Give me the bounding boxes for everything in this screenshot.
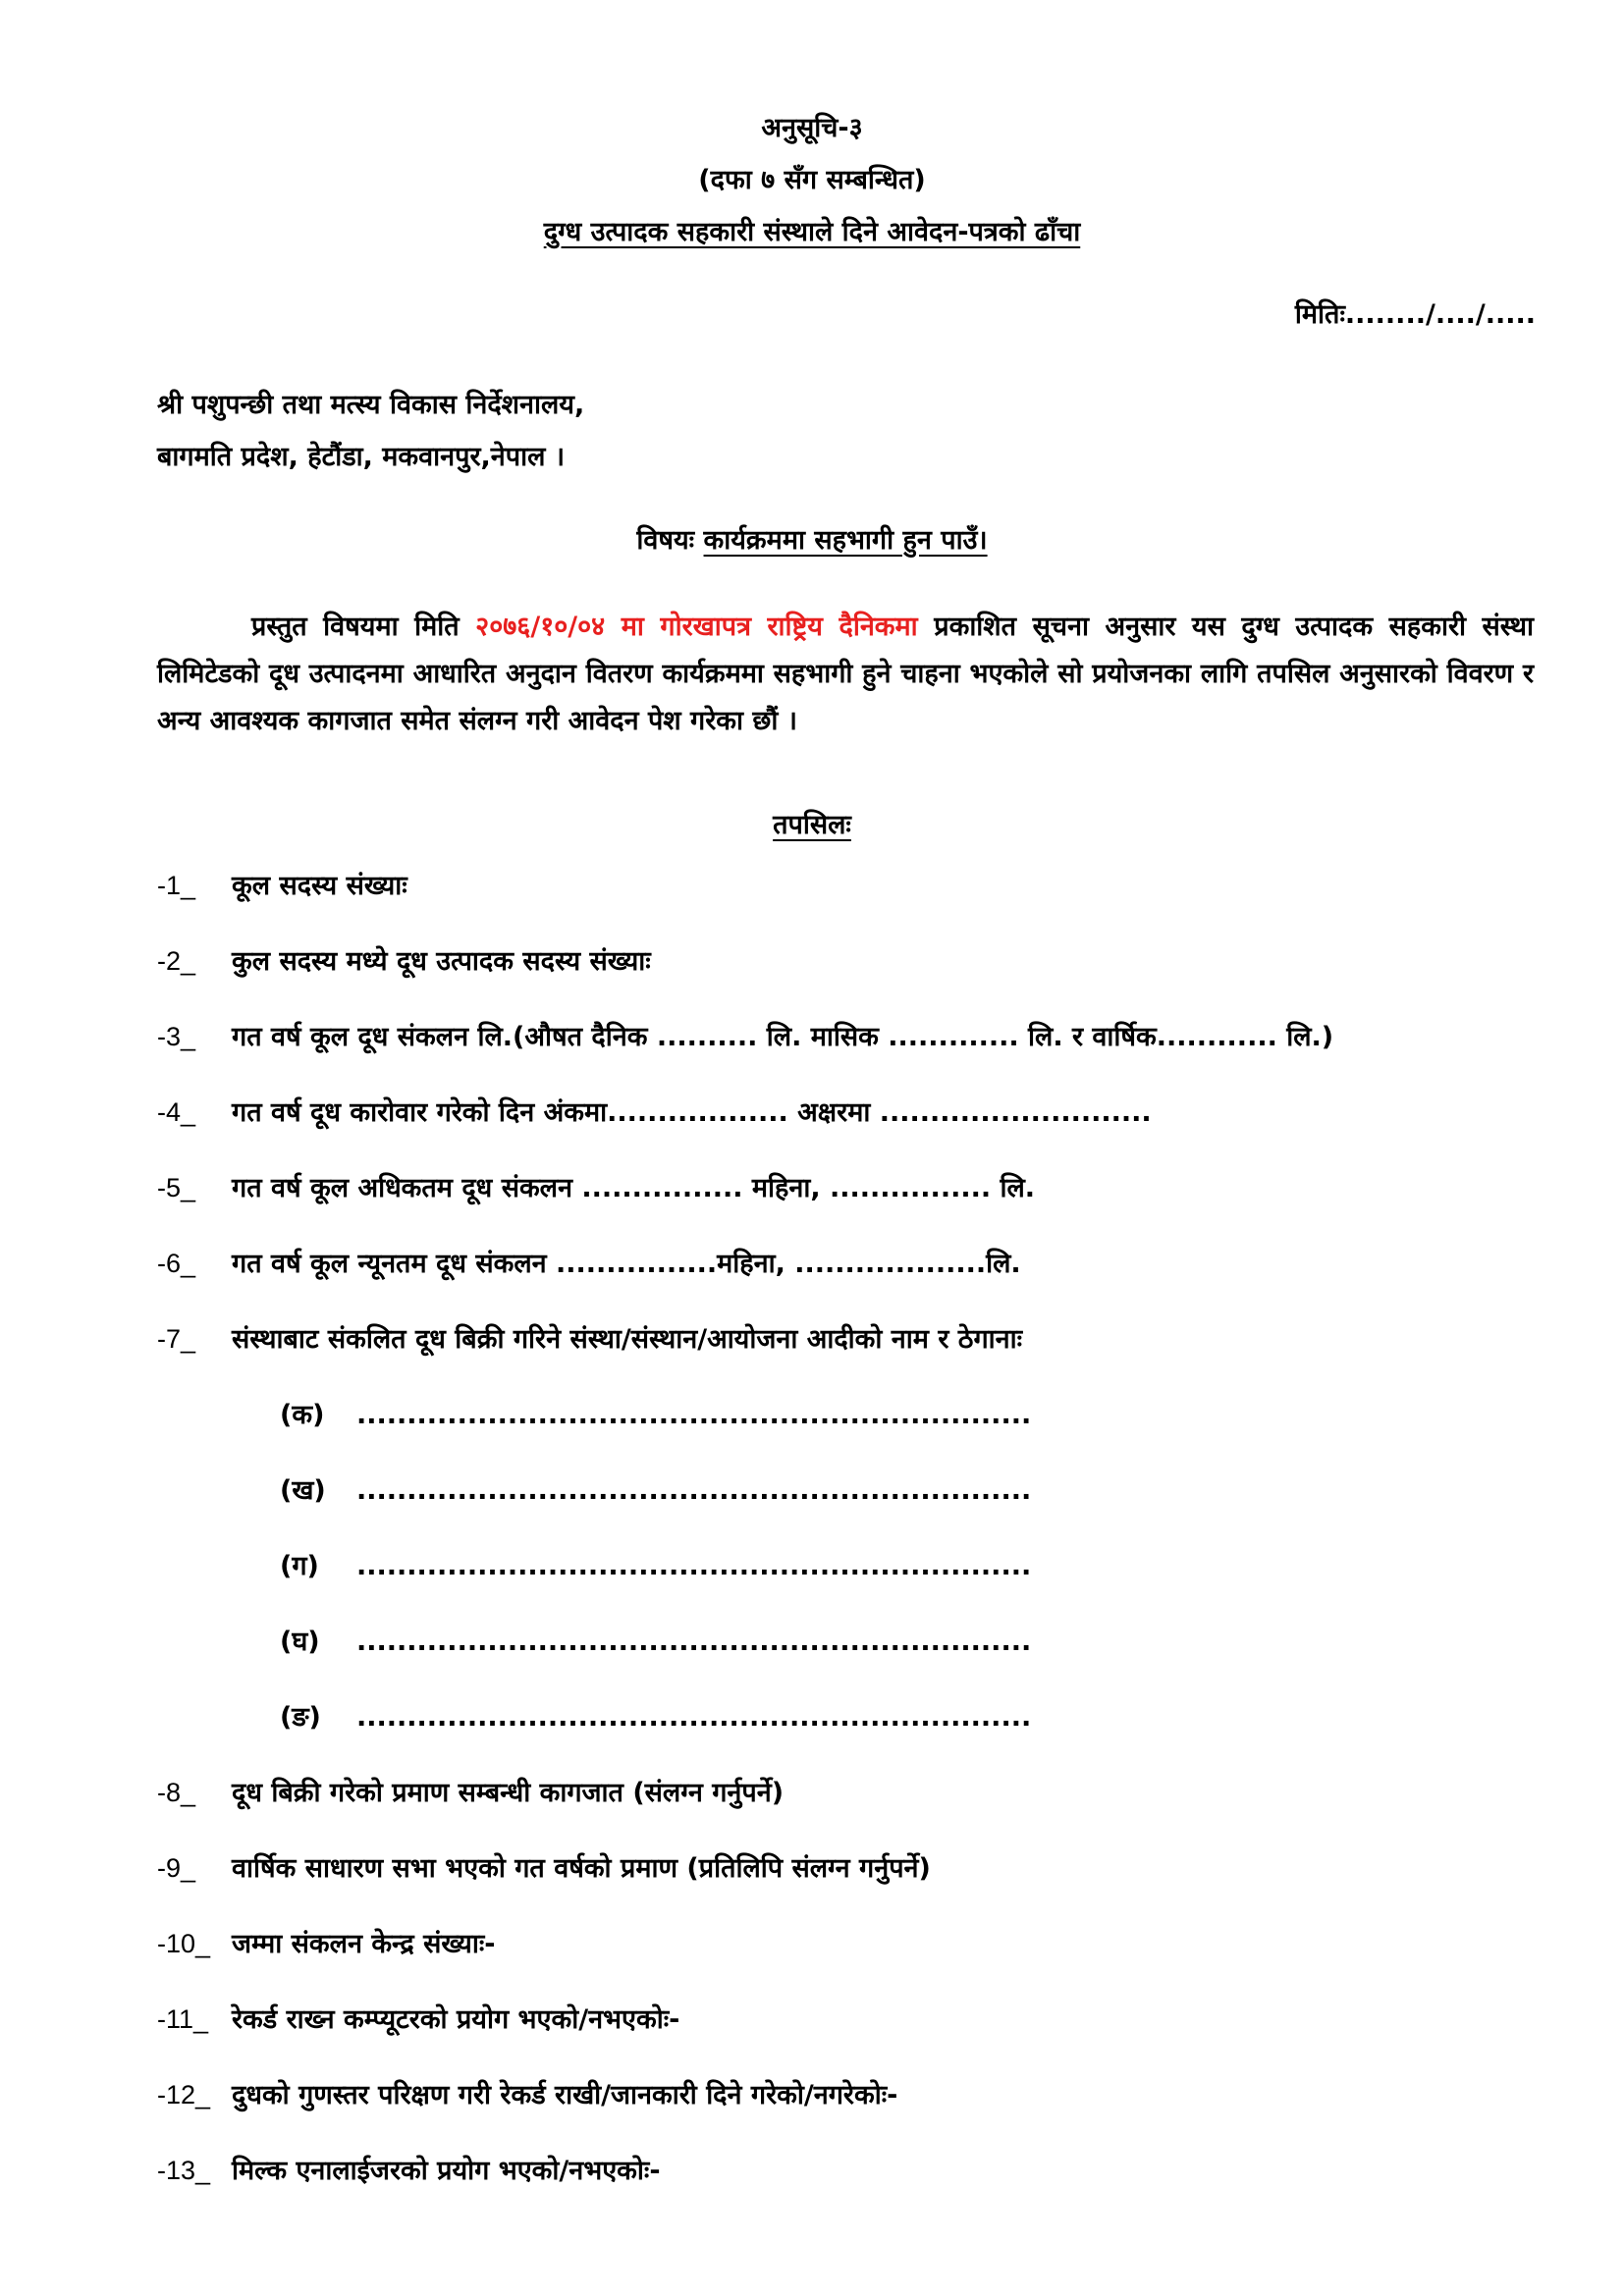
- list-item: [157, 2075, 897, 2111]
- details-heading: [0, 805, 1624, 841]
- section-reference: (दफा ७ सँग सम्बन्धित): [698, 165, 926, 195]
- item-text: मिल्क एनालाईजरको प्रयोग भएको/नभएकोः-: [232, 2156, 661, 2186]
- body-paragraph: [157, 604, 1534, 745]
- item-text: कूल सदस्य संख्याः: [232, 871, 407, 901]
- item-text: जम्मा संकलन केन्द्र संख्याः-: [232, 1929, 496, 1959]
- details-heading-text: तपसिलः: [773, 810, 851, 840]
- sub-item-label: (ङ): [280, 1702, 321, 1733]
- address-line-1: श्री पशुपन्छी तथा मत्स्य विकास निर्देशनालय,: [157, 390, 585, 420]
- sub-item-blank: ...................................................................: [356, 1551, 1032, 1581]
- sub-item: [280, 1546, 1031, 1582]
- item-text: गत वर्ष दूध कारोवार गरेको दिन अंकमा.................. अक्षरमा ...........................: [232, 1097, 1152, 1128]
- item-number: -4_: [157, 1097, 196, 1127]
- sub-item-blank: ...................................................................: [356, 1475, 1032, 1506]
- schedule-heading: अनुसूचि-३: [761, 113, 863, 143]
- sub-item: [280, 1622, 1031, 1658]
- list-item: [157, 2151, 661, 2187]
- subject-line: [0, 520, 1624, 557]
- item-number: -8_: [157, 1778, 196, 1807]
- item-number: -11_: [157, 2004, 209, 2034]
- list-item: [157, 1244, 1021, 1280]
- subject-label: विषयः: [636, 525, 695, 556]
- sub-item-blank: ...................................................................: [356, 1627, 1032, 1657]
- body-part-2: प्रकाशित सूचना अनुसार यस दुग्ध उत्पादक सहकारी संस्था लिमिटेडको दूध उत्पादनमा आधारित अनुदान वितरण कार्यक्रममा सहभागी हुने चाहना भएकोले सो प्रयोजनका लागि तपसिल अनुसारको विवरण र अन्य आवश्यक कागजात समेत संलग्न गरी आवेदन पेश गरेका छौं ।: [157, 612, 1534, 736]
- item-text: वार्षिक साधारण सभा भएको गत वर्षको प्रमाण (प्रतिलिपि संलग्न गर्नुपर्ने): [232, 1853, 931, 1884]
- list-item: [157, 1168, 1035, 1204]
- sub-item-label: (ग): [280, 1551, 319, 1581]
- item-number: -13_: [157, 2156, 211, 2185]
- list-item: [157, 1319, 1022, 1356]
- item-text: संस्थाबाट संकलित दूध बिक्री गरिने संस्था/संस्थान/आयोजना आदीको नाम र ठेगानाः: [232, 1324, 1023, 1355]
- item-text: गत वर्ष कूल अधिकतम दूध संकलन ................ महिना, ................ लि.: [232, 1173, 1036, 1203]
- list-item: [157, 1093, 1152, 1129]
- subject-text: कार्यक्रममा सहभागी हुन पाउँ।: [703, 525, 988, 556]
- list-item: [157, 2000, 679, 2036]
- item-text: रेकर्ड राख्न कम्प्यूटरको प्रयोग भएको/नभएकोः-: [232, 2004, 680, 2035]
- sub-item: [280, 1395, 1031, 1431]
- sub-item: [280, 1697, 1031, 1734]
- sub-item-label: (घ): [280, 1627, 320, 1657]
- sub-item-label: (ख): [280, 1475, 326, 1506]
- item-number: -2_: [157, 946, 196, 976]
- sub-item-blank: ...................................................................: [356, 1702, 1032, 1733]
- item-text: दूध बिक्री गरेको प्रमाण सम्बन्धी कागजात (संलग्न गर्नुपर्ने): [232, 1778, 785, 1808]
- form-title-text: दुग्ध उत्पादक सहकारी संस्थाले दिने आवेदन-पत्रको ढाँचा: [543, 217, 1081, 247]
- list-item: [157, 1848, 931, 1885]
- item-number: -10_: [157, 1929, 211, 1958]
- body-highlight: २०७६/१०/०४ मा गोरखापत्र राष्ट्रिय दैनिकमा: [475, 612, 918, 642]
- list-item: [157, 941, 651, 978]
- form-title: [0, 212, 1624, 248]
- item-text: गत वर्ष कूल दूध संकलन लि.(औषत दैनिक .......... लि. मासिक ............. लि. र वार्षिक............ लि.): [232, 1022, 1334, 1052]
- item-number: -6_: [157, 1249, 196, 1278]
- item-text: गत वर्ष कूल न्यूनतम दूध संकलन ................महिना, ...................लि.: [232, 1249, 1021, 1279]
- item-number: -7_: [157, 1324, 196, 1354]
- item-number: -12_: [157, 2080, 211, 2109]
- body-part-1: प्रस्तुत विषयमा मिति: [251, 612, 460, 642]
- sub-item: [280, 1470, 1031, 1507]
- item-text: दुधको गुणस्तर परिक्षण गरी रेकर्ड राखी/जानकारी दिने गरेको/नगरेकोः-: [232, 2080, 898, 2110]
- list-item: [157, 866, 407, 902]
- item-text: कुल सदस्य मध्ये दूध उत्पादक सदस्य संख्याः: [232, 946, 651, 977]
- item-number: -3_: [157, 1022, 196, 1051]
- list-item: [157, 1924, 496, 1960]
- sub-item-label: (क): [280, 1400, 325, 1430]
- item-number: -9_: [157, 1853, 196, 1883]
- list-item: [157, 1773, 784, 1809]
- list-item: [157, 1017, 1333, 1053]
- sub-item-blank: ...................................................................: [356, 1400, 1032, 1430]
- item-number: -5_: [157, 1173, 196, 1202]
- date-line: मितिः......../..../.....: [1294, 299, 1536, 330]
- item-number: -1_: [157, 871, 196, 900]
- address-line-2: बागमति प्रदेश, हेटौंडा, मकवानपुर,नेपाल ।: [157, 442, 566, 472]
